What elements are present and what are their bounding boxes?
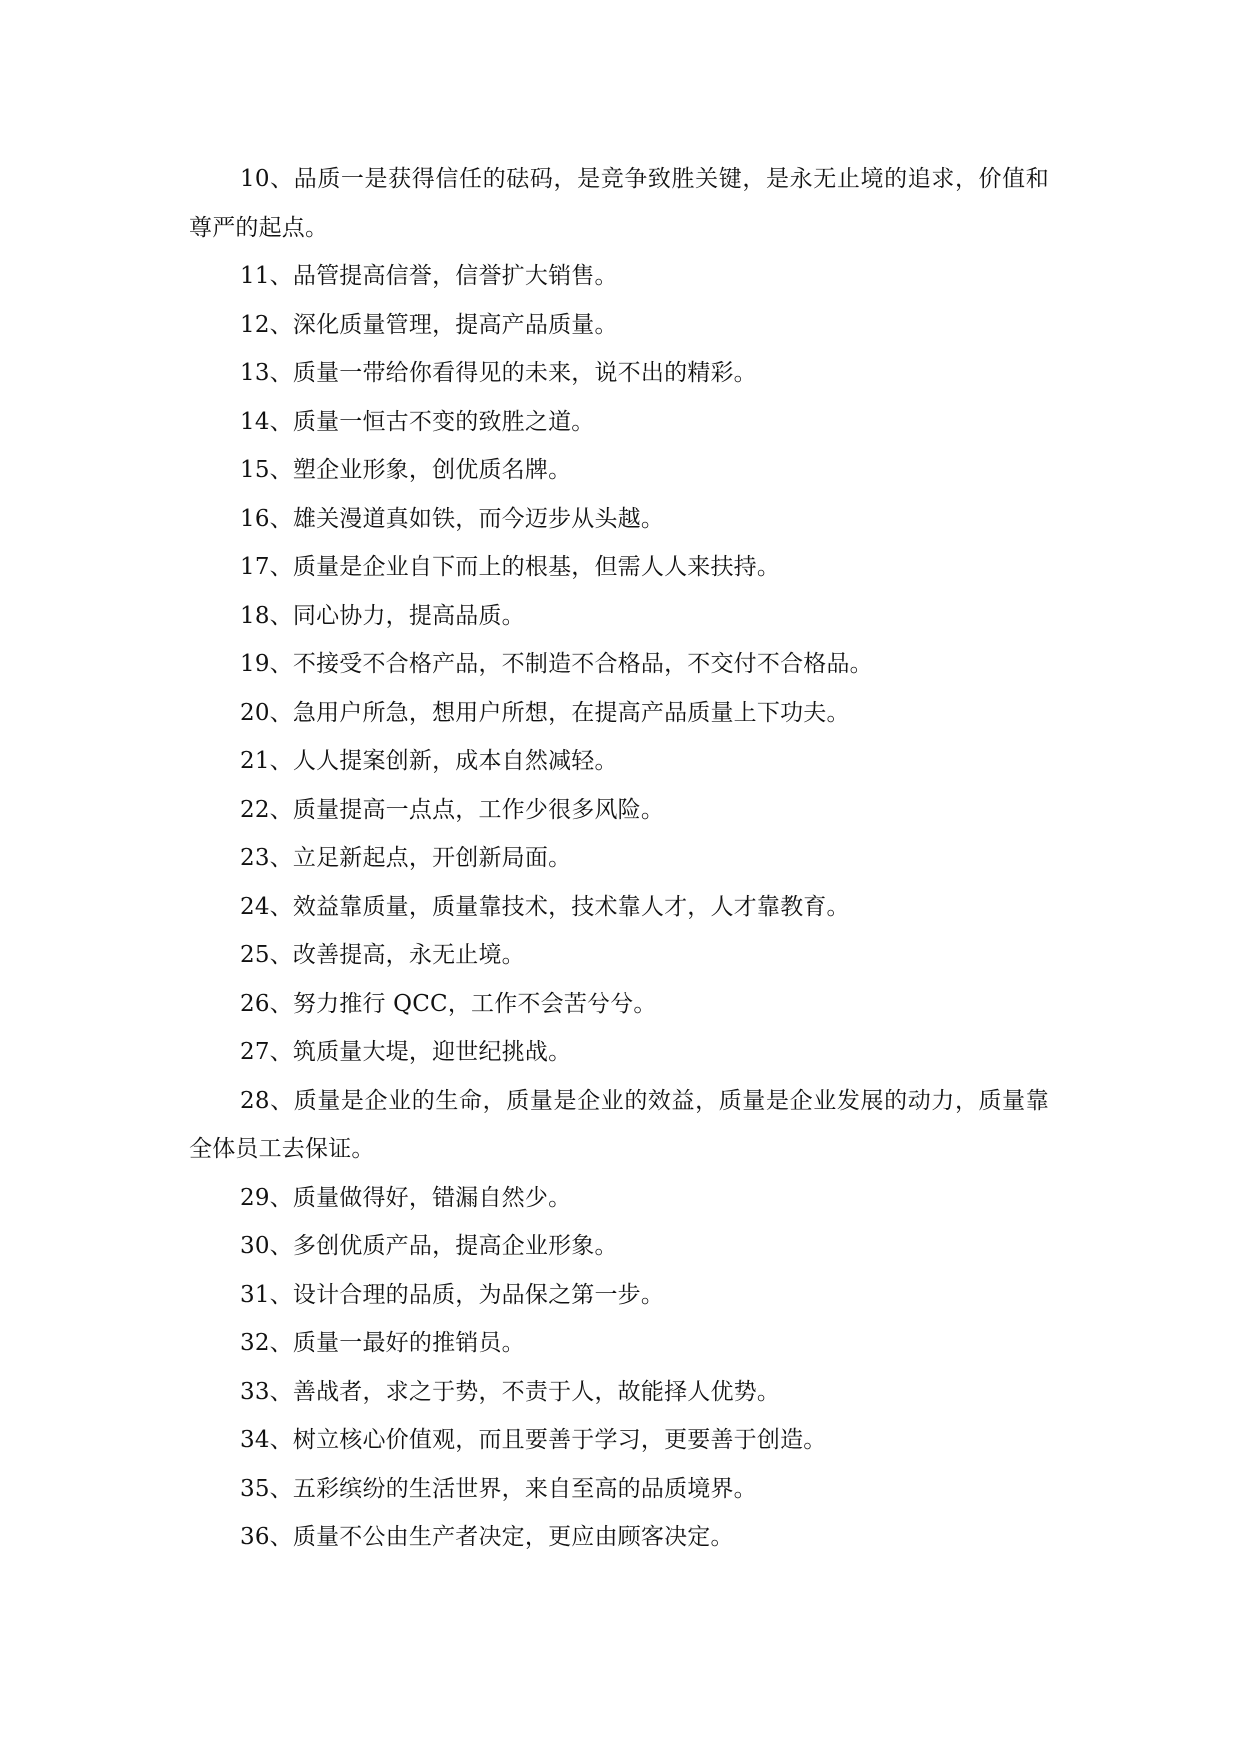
list-item: 21、人人提案创新，成本自然减轻。 (240, 748, 618, 774)
list-item: 32、质量一最好的推销员。 (240, 1330, 525, 1356)
list-item: 33、善战者，求之于势，不责于人，故能择人优势。 (240, 1378, 781, 1405)
list-item: 17、质量是企业自下而上的根基，但需人人来扶持。 (240, 554, 781, 580)
list-item: 12、深化质量管理，提高产品质量。 (240, 311, 618, 338)
list-item: 24、效益靠质量，质量靠技术，技术靠人才，人才靠教育。 (240, 893, 850, 920)
list-item: 10、品质一是获得信任的砝码，是竞争致胜关键，是永无止境的追求，价值和尊严的起点。 (189, 166, 1049, 241)
list-item: 11、品管提高信誉，信誉扩大销售。 (240, 263, 618, 289)
list-item: 15、塑企业形象，创优质名牌。 (240, 457, 572, 483)
list-item: 22、质量提高一点点，工作少很多风险。 (240, 796, 665, 823)
list-item: 19、不接受不合格产品，不制造不合格品，不交付不合格品。 (240, 651, 873, 677)
list-item: 31、设计合理的品质，为品保之第一步。 (240, 1281, 665, 1308)
list-item: 23、立足新起点，开创新局面。 (240, 845, 572, 871)
list-item: 13、质量一带给你看得见的未来，说不出的精彩。 (240, 360, 757, 386)
list-item: 34、树立核心价值观，而且要善于学习，更要善于创造。 (240, 1427, 827, 1453)
list-item: 27、筑质量大堤，迎世纪挑战。 (240, 1039, 572, 1065)
list-item: 14、质量一恒古不变的致胜之道。 (240, 408, 595, 435)
list-item: 35、五彩缤纷的生活世界，来自至高的品质境界。 (240, 1475, 757, 1502)
list-item: 36、质量不公由生产者决定，更应由顾客决定。 (240, 1524, 734, 1550)
list-item: 18、同心协力，提高品质。 (240, 602, 525, 629)
list-item: 29、质量做得好，错漏自然少。 (240, 1184, 572, 1211)
list-item: 26、努力推行 QCC，工作不会苦兮兮。 (240, 990, 657, 1017)
list-item: 30、多创优质产品，提高企业形象。 (240, 1233, 618, 1259)
list-item: 16、雄关漫道真如铁，而今迈步从头越。 (240, 505, 665, 532)
list-item: 25、改善提高，永无止境。 (240, 942, 525, 968)
slogan-list (189, 155, 1049, 1562)
list-item: 28、质量是企业的生命，质量是企业的效益，质量是企业发展的动力，质量靠全体员工去保证。 (189, 1087, 1049, 1162)
list-item: 20、急用户所急，想用户所想，在提高产品质量上下功夫。 (240, 699, 850, 726)
